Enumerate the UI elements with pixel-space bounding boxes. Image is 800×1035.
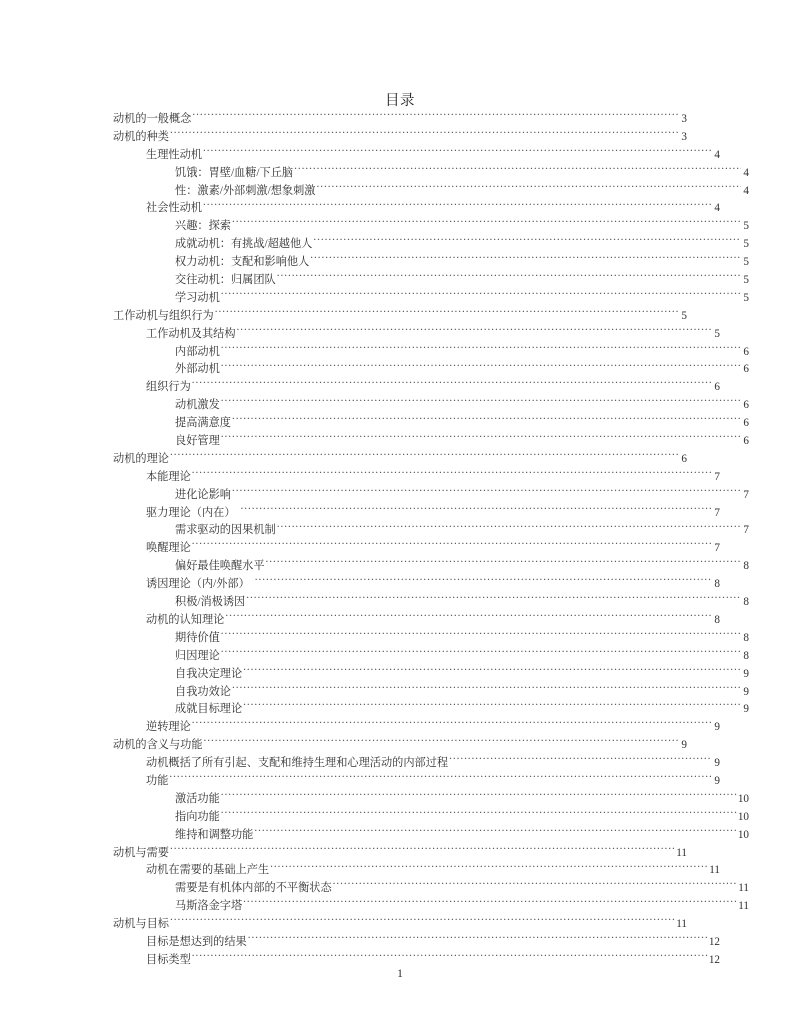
toc-entry[interactable]: [113, 629, 749, 647]
toc-dot-leader: [243, 897, 738, 909]
toc-entry-page-number: 5: [743, 238, 749, 251]
toc-entry[interactable]: [113, 575, 720, 593]
toc-entry-label: 组织行为: [146, 381, 191, 394]
toc-dot-leader: [232, 486, 741, 498]
toc-entry-label: 动机与需要: [113, 846, 169, 859]
toc-dot-leader: [192, 718, 712, 730]
page-title: 目录: [385, 93, 415, 109]
toc-entry-label: 马斯洛金字塔: [175, 900, 243, 913]
toc-dot-leader: [192, 468, 712, 480]
toc-dot-leader: [170, 915, 676, 927]
toc-entry[interactable]: [113, 844, 687, 862]
toc-dot-leader: [170, 450, 679, 462]
toc-entry-page-number: 9: [714, 721, 720, 734]
toc-entry-label: 兴趣：探索: [175, 220, 231, 233]
toc-entry-page-number: 9: [714, 757, 720, 770]
toc-entry[interactable]: [113, 915, 687, 933]
toc-entry[interactable]: [113, 164, 749, 182]
toc-entry-page-number: 8: [743, 596, 749, 609]
toc-dot-leader: [221, 432, 741, 444]
toc-entry-label: 积极/消极诱因: [175, 596, 246, 609]
toc-entry-page-number: 8: [743, 631, 749, 644]
toc-entry-label: 逆转理论: [146, 721, 191, 734]
toc-entry-page-number: 6: [743, 345, 749, 358]
toc-entry-page-number: 5: [681, 309, 687, 322]
toc-entry-page-number: 4: [743, 166, 749, 179]
toc-entry-label: 社会性动机: [146, 202, 202, 215]
toc-entry-label: 驱力理论（内在）: [146, 506, 236, 519]
toc-entry-page-number: 7: [714, 542, 720, 555]
toc-entry[interactable]: [113, 897, 749, 915]
toc-entry[interactable]: [113, 826, 749, 844]
toc-entry[interactable]: [113, 665, 749, 683]
toc-entry[interactable]: [113, 414, 749, 432]
toc-entry[interactable]: [113, 325, 720, 343]
toc-entry[interactable]: [113, 772, 720, 790]
toc-dot-leader: [192, 110, 678, 122]
toc-entry[interactable]: [113, 700, 749, 718]
table-of-contents: [113, 110, 749, 969]
toc-entry-page-number: 6: [743, 417, 749, 430]
toc-dot-leader: [243, 700, 740, 712]
toc-entry-page-number: 7: [743, 524, 749, 537]
toc-entry-page-number: 5: [714, 327, 720, 340]
toc-dot-leader: [169, 772, 711, 784]
toc-entry-label: 外部动机: [175, 363, 220, 376]
toc-dot-leader: [232, 217, 741, 229]
toc-entry-page-number: 9: [743, 703, 749, 716]
toc-entry-label: 目标类型: [146, 953, 191, 966]
toc-entry[interactable]: [113, 808, 749, 826]
toc-entry-label: 期待价值: [175, 631, 220, 644]
toc-dot-leader: [221, 790, 738, 802]
toc-entry[interactable]: [113, 486, 749, 504]
toc-entry-label: 提高满意度: [175, 417, 231, 430]
toc-entry-label: 诱因理论（内/外部）: [146, 578, 250, 591]
toc-entry-page-number: 11: [738, 882, 749, 895]
toc-entry-page-number: 9: [743, 667, 749, 680]
toc-dot-leader: [310, 253, 740, 265]
toc-entry[interactable]: [113, 289, 749, 307]
toc-dot-leader: [221, 629, 741, 641]
toc-entry-label: 动机的理论: [113, 452, 169, 465]
toc-dot-leader: [254, 826, 737, 838]
toc-entry-label: 维持和调整功能: [175, 828, 254, 841]
toc-entry-page-number: 11: [738, 900, 749, 913]
toc-entry[interactable]: [113, 611, 720, 629]
toc-entry[interactable]: [113, 128, 687, 146]
toc-entry-page-number: 10: [737, 828, 749, 841]
toc-entry-page-number: 6: [714, 381, 720, 394]
toc-entry-label: 生理性动机: [146, 148, 202, 161]
toc-entry[interactable]: [113, 593, 749, 611]
toc-entry[interactable]: [113, 199, 720, 217]
toc-entry[interactable]: [113, 110, 687, 128]
toc-dot-leader: [221, 647, 741, 659]
toc-entry-page-number: 7: [743, 488, 749, 501]
toc-entry[interactable]: [113, 861, 720, 879]
toc-entry-page-number: 7: [714, 506, 720, 519]
toc-entry-page-number: 12: [708, 953, 720, 966]
toc-entry-label: 指向功能: [175, 810, 220, 823]
toc-entry-page-number: 10: [737, 810, 749, 823]
toc-entry-label: 内部动机: [175, 345, 220, 358]
toc-dot-leader: [277, 521, 741, 533]
toc-entry[interactable]: [113, 504, 720, 522]
toc-dot-leader: [170, 128, 679, 140]
toc-entry[interactable]: [113, 253, 749, 271]
toc-entry-page-number: 6: [681, 452, 687, 465]
toc-entry[interactable]: [113, 557, 749, 575]
toc-entry[interactable]: [113, 182, 749, 200]
toc-entry-label: 功能: [146, 774, 169, 787]
toc-dot-leader: [316, 182, 740, 194]
toc-entry-label: 自我功效论: [175, 685, 231, 698]
toc-entry-label: 自我决定理论: [175, 667, 243, 680]
toc-dot-leader: [203, 199, 712, 211]
toc-entry-label: 动机激发: [175, 399, 220, 412]
toc-entry[interactable]: [113, 378, 720, 396]
toc-entry-label: 工作动机及其结构: [146, 327, 236, 340]
toc-entry[interactable]: [113, 468, 720, 486]
toc-entry-page-number: 12: [708, 935, 720, 948]
toc-entry[interactable]: [113, 360, 749, 378]
toc-entry[interactable]: [113, 307, 687, 325]
toc-entry-page-number: 11: [676, 918, 687, 931]
toc-entry-page-number: 4: [714, 202, 720, 215]
toc-entry-page-number: 5: [743, 220, 749, 233]
toc-dot-leader: [170, 844, 676, 856]
toc-entry-page-number: 8: [714, 613, 720, 626]
toc-entry[interactable]: [113, 683, 749, 701]
toc-entry-label: 目标是想达到的结果: [146, 935, 247, 948]
toc-dot-leader: [232, 414, 741, 426]
toc-entry[interactable]: [113, 235, 749, 253]
toc-entry-label: 饥饿：胃壁/血糖/下丘脑: [175, 166, 294, 179]
toc-entry[interactable]: [113, 951, 720, 969]
toc-entry[interactable]: [113, 736, 687, 754]
toc-entry-page-number: 3: [681, 113, 687, 125]
toc-entry-label: 良好管理: [175, 435, 220, 448]
toc-entry-page-number: 11: [676, 846, 687, 859]
toc-entry[interactable]: [113, 217, 749, 235]
toc-dot-leader: [294, 164, 740, 176]
toc-entry-label: 性：激素/外部刺激/想象刺激: [175, 184, 316, 197]
toc-dot-leader: [241, 504, 712, 516]
toc-dot-leader: [255, 575, 712, 587]
toc-entry-page-number: 9: [743, 685, 749, 698]
toc-entry-label: 本能理论: [146, 470, 191, 483]
toc-dot-leader: [225, 611, 711, 623]
toc-dot-leader: [192, 951, 709, 963]
toc-entry-page-number: 3: [681, 130, 687, 143]
toc-dot-leader: [221, 396, 741, 408]
toc-dot-leader: [192, 378, 712, 390]
toc-entry-label: 需求驱动的因果机制: [175, 524, 276, 537]
toc-entry-label: 权力动机：支配和影响他人: [175, 256, 310, 269]
toc-entry-label: 动机的一般概念: [113, 113, 192, 125]
toc-entry-label: 唤醒理论: [146, 542, 191, 555]
toc-entry-label: 动机的种类: [113, 130, 169, 143]
toc-entry[interactable]: [113, 343, 749, 361]
toc-dot-leader: [232, 683, 741, 695]
toc-entry-label: 归因理论: [175, 649, 220, 662]
toc-dot-leader: [192, 539, 712, 551]
toc-dot-leader: [221, 360, 741, 372]
toc-entry[interactable]: [113, 396, 749, 414]
toc-dot-leader: [221, 343, 741, 355]
toc-entry[interactable]: [113, 933, 720, 951]
toc-dot-leader: [270, 861, 709, 873]
toc-entry[interactable]: [113, 754, 720, 772]
toc-entry-page-number: 10: [737, 792, 749, 805]
toc-dot-leader: [277, 271, 741, 283]
toc-entry-label: 进化论影响: [175, 488, 231, 501]
toc-entry-label: 成就动机：有挑战/超越他人: [175, 238, 313, 251]
toc-entry-page-number: 5: [743, 291, 749, 304]
toc-entry-page-number: 4: [743, 184, 749, 197]
toc-entry-page-number: 8: [743, 649, 749, 662]
toc-entry-label: 动机概括了所有引起、支配和维持生理和心理活动的内部过程: [146, 757, 449, 770]
toc-dot-leader: [246, 593, 740, 605]
toc-entry-page-number: 4: [714, 148, 720, 161]
toc-entry-page-number: 5: [743, 256, 749, 269]
toc-entry-label: 动机在需要的基础上产生: [146, 864, 270, 877]
toc-dot-leader: [221, 289, 741, 301]
toc-entry[interactable]: [113, 146, 720, 164]
toc-dot-leader: [449, 754, 711, 766]
toc-entry[interactable]: [113, 718, 720, 736]
toc-dot-leader: [203, 146, 712, 158]
toc-dot-leader: [313, 235, 740, 247]
toc-entry-label: 动机的含义与功能: [113, 739, 203, 752]
toc-entry-page-number: 11: [709, 864, 720, 877]
toc-entry-label: 工作动机与组织行为: [113, 309, 214, 322]
toc-dot-leader: [248, 933, 709, 945]
toc-entry-page-number: 8: [743, 560, 749, 573]
toc-entry[interactable]: [113, 521, 749, 539]
toc-entry-label: 交往动机：归属团队: [175, 274, 276, 287]
toc-entry-page-number: 9: [681, 739, 687, 752]
toc-entry[interactable]: [113, 647, 749, 665]
toc-entry-page-number: 6: [743, 363, 749, 376]
toc-entry[interactable]: [113, 432, 749, 450]
toc-entry-label: 动机与目标: [113, 918, 169, 931]
toc-entry[interactable]: [113, 879, 749, 897]
toc-dot-leader: [221, 808, 738, 820]
toc-entry-label: 学习动机: [175, 291, 220, 304]
toc-entry-label: 激活功能: [175, 792, 220, 805]
toc-entry[interactable]: [113, 790, 749, 808]
toc-entry[interactable]: [113, 539, 720, 557]
toc-entry-page-number: 9: [714, 774, 720, 787]
page-number: 1: [397, 968, 403, 980]
toc-entry-label: 需要是有机体内部的不平衡状态: [175, 882, 332, 895]
toc-dot-leader: [266, 557, 741, 569]
toc-entry-label: 动机的认知理论: [146, 613, 225, 626]
toc-entry[interactable]: [113, 271, 749, 289]
toc-dot-leader: [333, 879, 738, 891]
toc-dot-leader: [237, 325, 712, 337]
toc-dot-leader: [215, 307, 679, 319]
toc-entry-page-number: 5: [743, 274, 749, 287]
toc-entry[interactable]: [113, 450, 687, 468]
toc-entry-page-number: 6: [743, 435, 749, 448]
toc-entry-label: 成就目标理论: [175, 703, 243, 716]
toc-entry-page-number: 6: [743, 399, 749, 412]
toc-entry-label: 偏好最佳唤醒水平: [175, 560, 265, 573]
toc-entry-page-number: 8: [714, 578, 720, 591]
toc-entry-page-number: 7: [714, 470, 720, 483]
toc-dot-leader: [204, 736, 679, 748]
toc-dot-leader: [243, 665, 740, 677]
